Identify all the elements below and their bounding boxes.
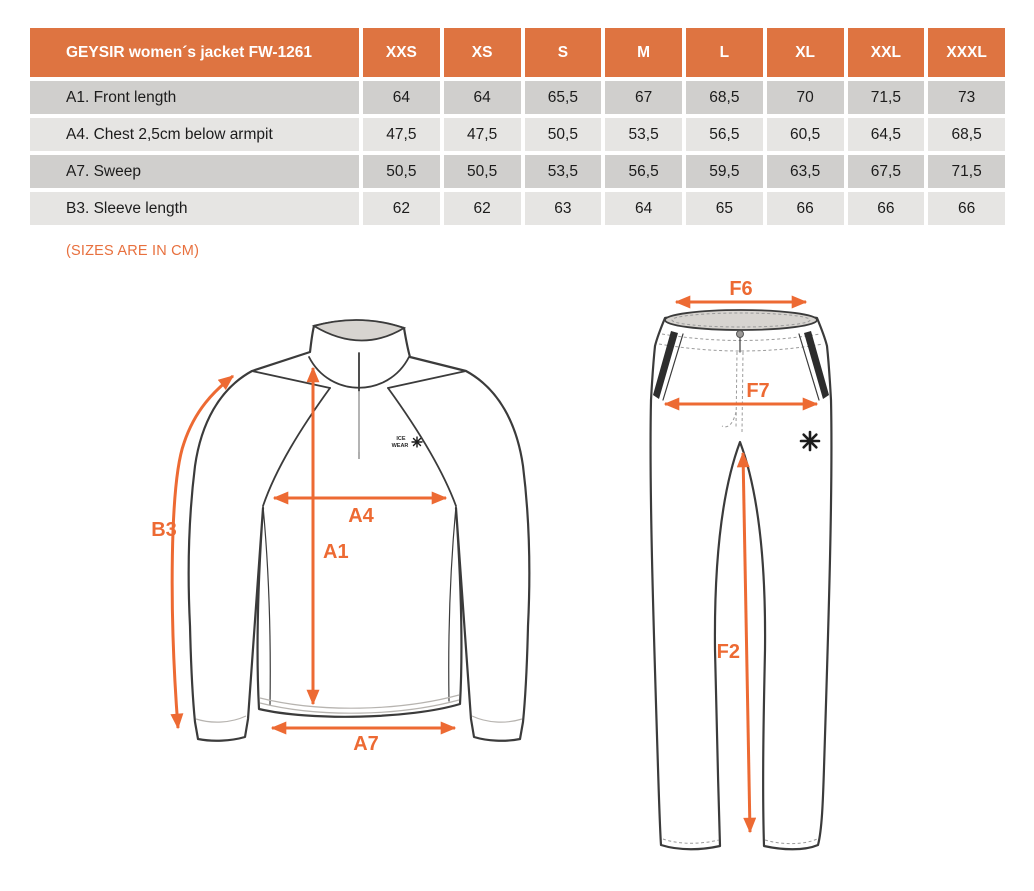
table-value: 50,5 bbox=[444, 155, 521, 188]
table-value: 65,5 bbox=[525, 81, 602, 114]
table-value: 62 bbox=[444, 192, 521, 225]
table-value: 60,5 bbox=[767, 118, 844, 151]
pants-drawing bbox=[651, 278, 832, 849]
f2-label: F2 bbox=[716, 641, 740, 663]
table-value: 66 bbox=[848, 192, 925, 225]
table-value: 73 bbox=[928, 81, 1005, 114]
row-label-b3: B3. Sleeve length bbox=[30, 192, 359, 225]
table-value: 50,5 bbox=[363, 155, 440, 188]
table-value: 70 bbox=[767, 81, 844, 114]
size-column-header-xl: XL bbox=[767, 28, 844, 77]
table-value: 63 bbox=[525, 192, 602, 225]
logo-text-line1: ICE bbox=[396, 436, 406, 442]
f2-measure-arrow bbox=[743, 453, 750, 832]
table-value: 50,5 bbox=[525, 118, 602, 151]
b3-label: B3 bbox=[151, 519, 177, 541]
table-value: 66 bbox=[767, 192, 844, 225]
f6-label: F6 bbox=[729, 278, 753, 300]
table-value: 64,5 bbox=[848, 118, 925, 151]
size-column-header-xxs: XXS bbox=[363, 28, 440, 77]
size-column-header-xs: XS bbox=[444, 28, 521, 77]
table-value: 64 bbox=[444, 81, 521, 114]
table-value: 47,5 bbox=[444, 118, 521, 151]
size-column-header-l: L bbox=[686, 28, 763, 77]
pants-silhouette bbox=[651, 312, 832, 849]
table-value: 67 bbox=[605, 81, 682, 114]
logo-text-line2: WEAR bbox=[391, 443, 409, 449]
row-label-a7: A7. Sweep bbox=[30, 155, 359, 188]
jacket-drawing bbox=[151, 320, 529, 755]
a1-label: A1 bbox=[323, 541, 349, 563]
size-column-header-m: M bbox=[605, 28, 682, 77]
table-value: 63,5 bbox=[767, 155, 844, 188]
table-value: 62 bbox=[363, 192, 440, 225]
table-title: GEYSIR women´s jacket FW-1261 bbox=[30, 28, 359, 77]
table-value: 64 bbox=[605, 192, 682, 225]
size-column-header-xxxl: XXXL bbox=[928, 28, 1005, 77]
table-value: 66 bbox=[928, 192, 1005, 225]
table-value: 47,5 bbox=[363, 118, 440, 151]
a4-label: A4 bbox=[348, 505, 374, 527]
table-value: 56,5 bbox=[605, 155, 682, 188]
waist-button bbox=[737, 331, 744, 338]
table-value: 64 bbox=[363, 81, 440, 114]
size-column-header-s: S bbox=[525, 28, 602, 77]
f7-label: F7 bbox=[746, 380, 770, 402]
table-value: 71,5 bbox=[928, 155, 1005, 188]
table-value: 56,5 bbox=[686, 118, 763, 151]
table-value: 53,5 bbox=[525, 155, 602, 188]
table-value: 65 bbox=[686, 192, 763, 225]
row-label-a4: A4. Chest 2,5cm below armpit bbox=[30, 118, 359, 151]
table-value: 68,5 bbox=[928, 118, 1005, 151]
table-value: 71,5 bbox=[848, 81, 925, 114]
table-value: 67,5 bbox=[848, 155, 925, 188]
snowflake-icon bbox=[801, 432, 819, 450]
table-value: 68,5 bbox=[686, 81, 763, 114]
table-value: 59,5 bbox=[686, 155, 763, 188]
size-column-header-xxl: XXL bbox=[848, 28, 925, 77]
table-value: 53,5 bbox=[605, 118, 682, 151]
sizes-unit-note: (SIZES ARE IN CM) bbox=[66, 243, 200, 259]
a7-label: A7 bbox=[353, 733, 379, 755]
snowflake-icon bbox=[412, 437, 422, 447]
row-label-a1: A1. Front length bbox=[30, 81, 359, 114]
